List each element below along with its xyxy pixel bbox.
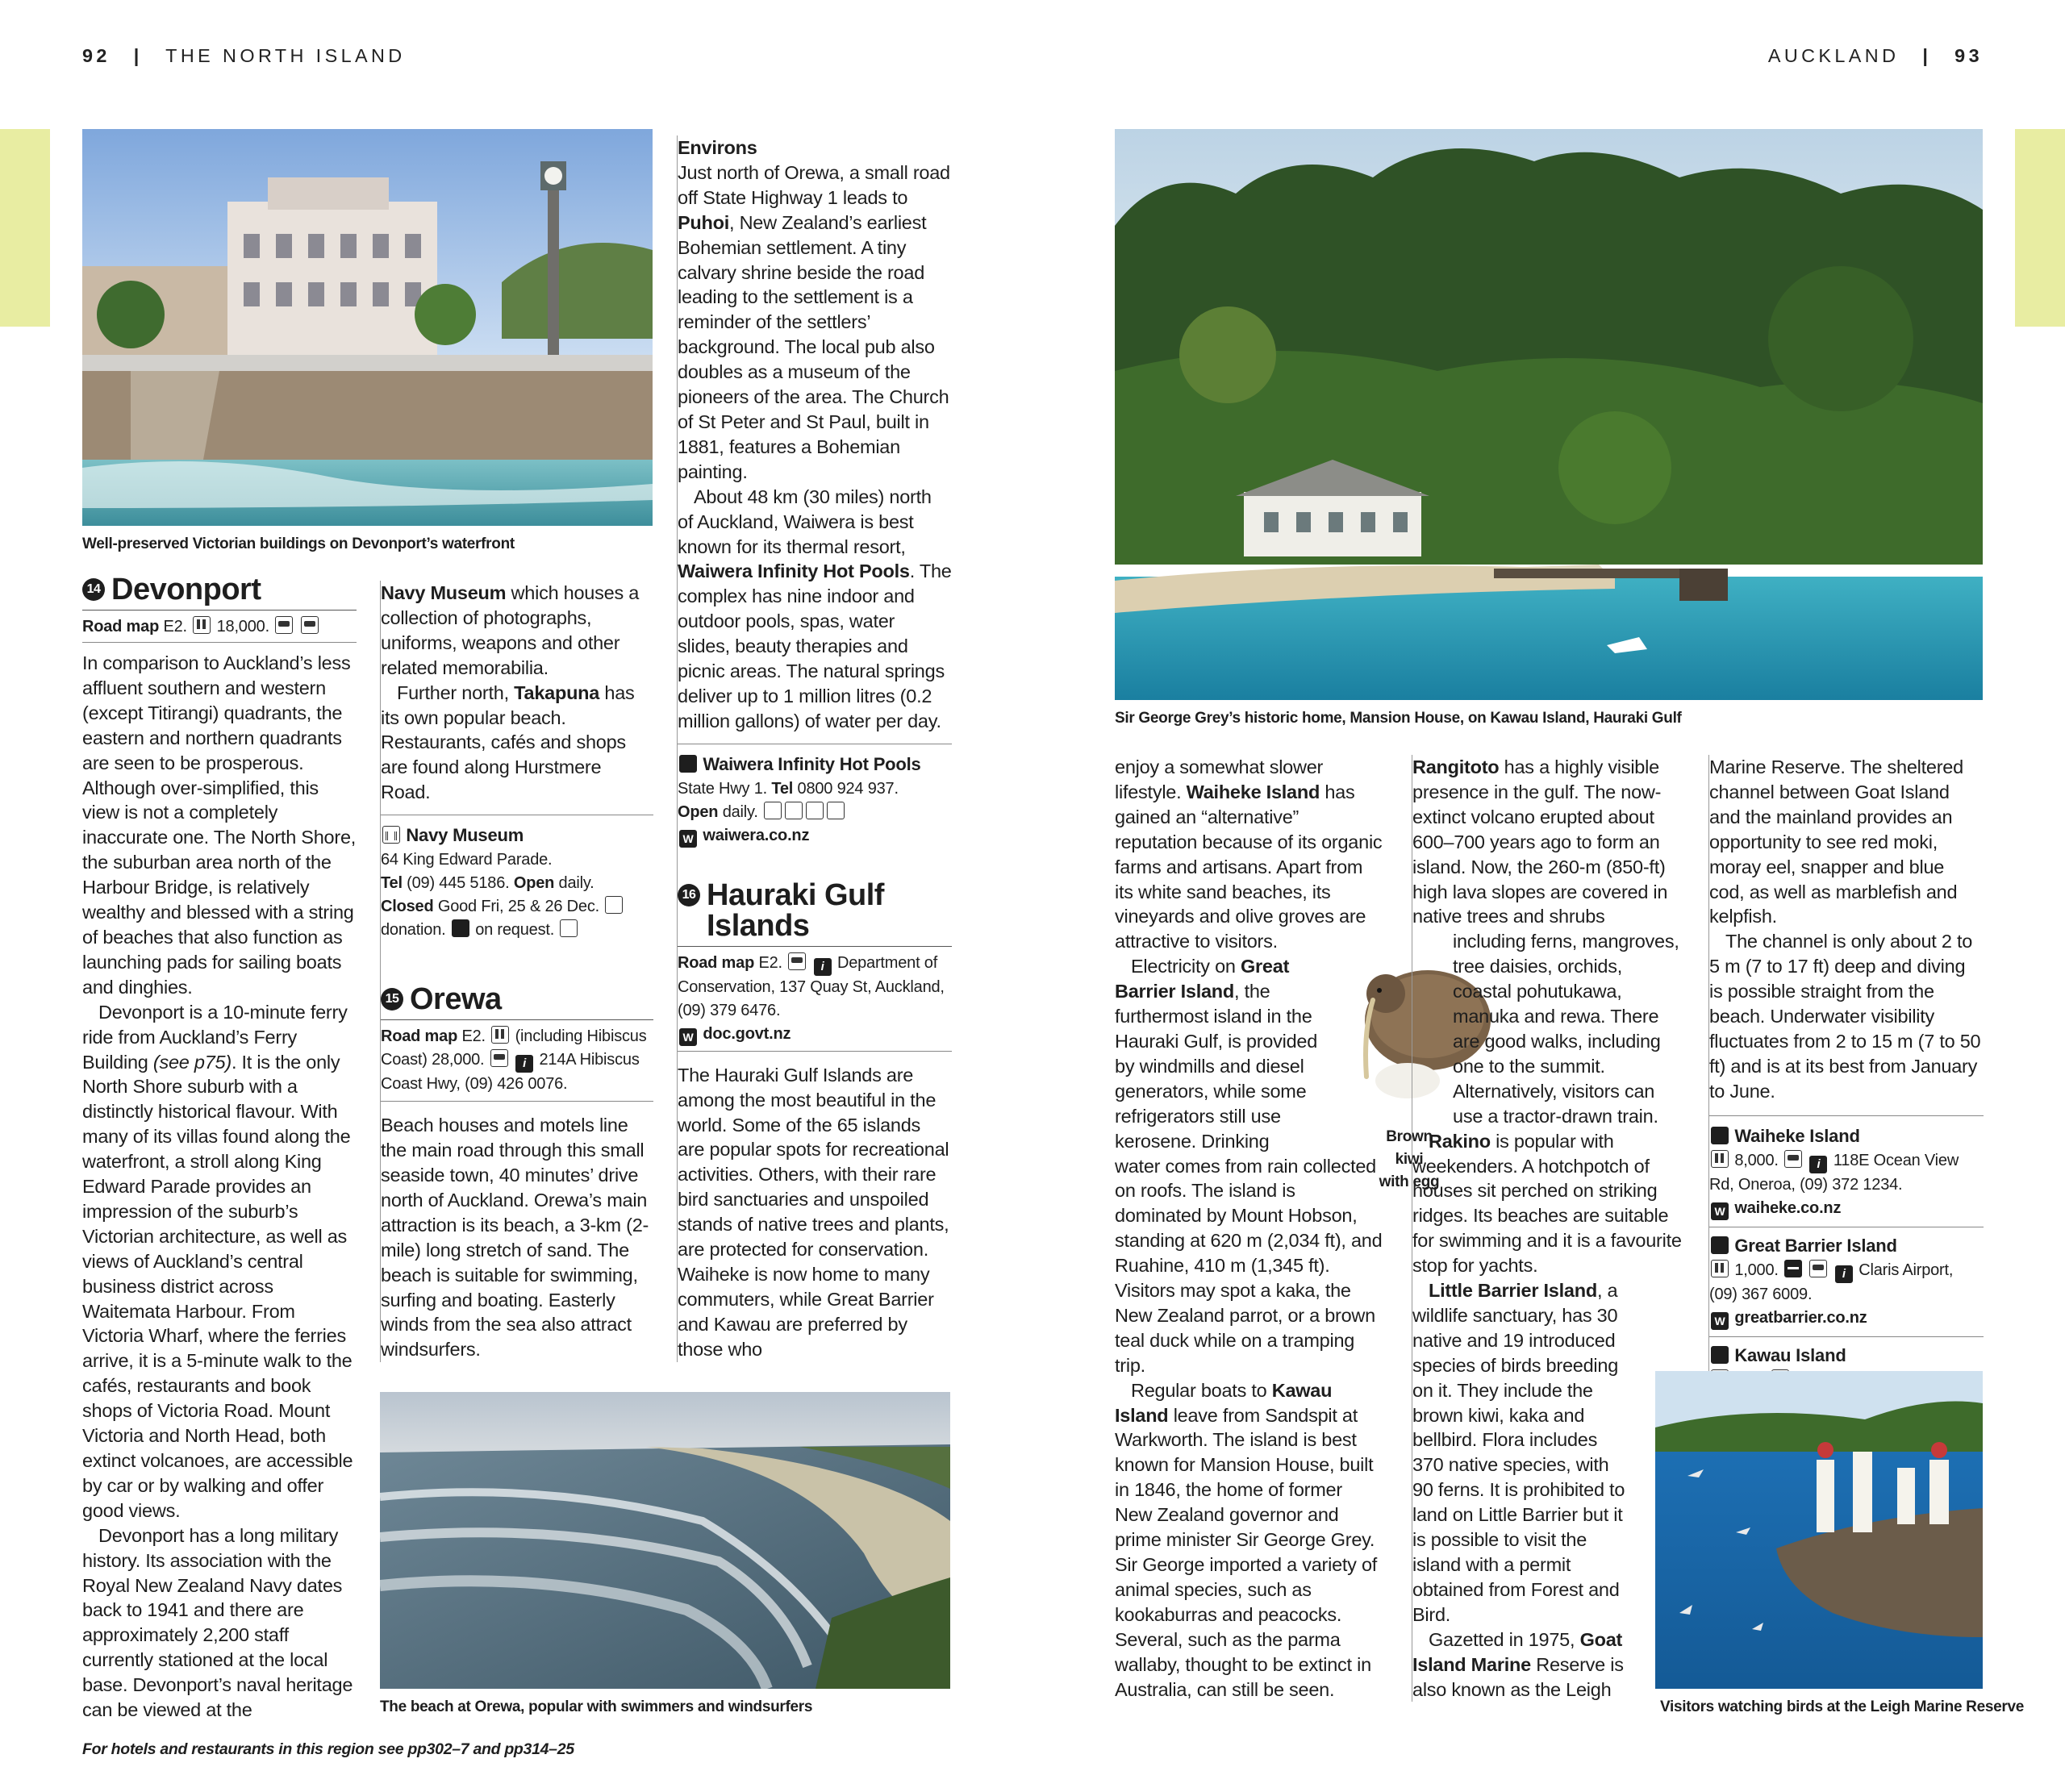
shop-icon: [785, 802, 803, 819]
section-title-left: THE NORTH ISLAND: [165, 45, 406, 66]
population-icon: [491, 1026, 509, 1044]
info-icon: i: [515, 1055, 533, 1073]
devonport-photo-caption: Well-preserved Victorian buildings on Devonport’s waterfront: [82, 536, 515, 552]
island-icon: [1711, 1346, 1729, 1364]
great-barrier-para-continued: water comes from rain collected on roofs. The island is dominated by Mount Hobson, standing at 620 m (2,034 ft), and Ruahine, 410 m (1,345 ft). Visitors may spot a kaka, the New Zealand parrot, or a brown teal duck while on a tramping trip.: [1115, 1155, 1383, 1376]
hauraki-title-line-2: Islands: [707, 908, 810, 943]
devonport-column-1: [82, 574, 357, 1723]
section-title-right: AUCKLAND: [1767, 45, 1900, 66]
heading-rule: [678, 946, 952, 947]
devonport-para-1: In comparison to Auckland’s less affluent southern and western (except Titirangi) quadrants, the eastern and northern quadrants are seen to be prosperous. Although over-simplified, this view is not a completely inaccurate one. The North Shore, the suburban area north of the Harbour Bridge, is relatively wealthy and blessed with a string of beaches that also function as launching pads for sailing boats and dinghies.: [82, 652, 357, 998]
hauraki-para: The Hauraki Gulf Islands are among the most beautiful in the world. Some of the 65 islands are popular spots for recreational activities. Others, with their rare bird sanctuaries and unspoiled stands of native trees and plants, are protected for conservation. Waiheke is now home to many commuters, while Great Barrier and Kawau are preferred by those who: [678, 1064, 949, 1360]
waiheke-website[interactable]: waiheke.co.nz: [1734, 1198, 1842, 1217]
listing-rule: [1709, 1336, 1984, 1337]
navy-museum-listing: Navy Museum 64 King Edward Parade. Tel (09) 445 5186. Open daily. Closed Good Fri, 25 & 26 Dec. donation. on request.: [381, 823, 653, 942]
access-icon: [605, 896, 623, 914]
hauraki-number-badge: 16: [678, 884, 700, 906]
waiheke-listing: Waiheke Island 8,000. i 118E Ocean View Rd, Oneroa, (09) 372 1234. W waiheke.co.nz: [1709, 1124, 1984, 1220]
orewa-road-map: Road map E2. (including Hibiscus Coast) 28,000. i 214A Hibiscus Coast Hwy, (09) 426 0076.: [381, 1027, 647, 1094]
mansion-house-photo: [1115, 129, 1983, 700]
mansion-house-photo-caption: Sir George Grey’s historic home, Mansion House, on Kawau Island, Hauraki Gulf: [1115, 710, 1682, 727]
leigh-reserve-photo: [1655, 1371, 1983, 1689]
kawau-listing: Kawau Island: [1709, 1344, 1984, 1392]
devonport-para-3: Devonport has a long military history. Its association with the Royal New Zealand Navy dates back to 1941 and there are approximately 2,200 staff currently stationed at the local base. Devonport’s naval heritage can be viewed at the: [82, 1524, 353, 1721]
devonport-col2-para-2: Further north, Takapuna has its own popular beach. Restaurants, cafés and shops are found along Hurstmere Road.: [381, 681, 635, 803]
ferry-icon: [788, 952, 806, 970]
hauraki-heading: [678, 877, 952, 943]
leigh-reserve-photo-caption: Visitors watching birds at the Leigh Marine Reserve: [1660, 1698, 2025, 1715]
rangitoto-para-continued: including ferns, mangroves, tree daisies, orchids, coastal pohutukawa, manuka and rewa. There are good walks, including one to the summit. Alternatively, visitors can use a tractor-drawn train.: [1453, 931, 1679, 1127]
ferry-icon: [1784, 1150, 1802, 1168]
orewa-photo-caption: The beach at Orewa, popular with swimmers and windsurfers: [380, 1698, 813, 1715]
kawau-para: Regular boats to Kawau Island leave from Sandspit at Warkworth. The island is best known for Mansion House, built in 1846, the home of former New Zealand governor and prime minister Sir George Grey. Sir George imported a variety of animal species, such as kookaburras and peacocks. Several, such as the parma wallaby, thought to be extinct in Australia, can still be seen.: [1115, 1379, 1378, 1700]
waiwera-listing: Waiwera Infinity Hot Pools State Hwy 1. Tel 0800 924 937. Open daily. W waiwera.co.nz: [678, 752, 952, 848]
orewa-title: Orewa: [410, 982, 502, 1017]
website-icon: W: [679, 830, 697, 848]
devonport-number-badge: 14: [82, 578, 105, 601]
info-rule: [381, 1101, 653, 1102]
cafe-icon: [806, 802, 824, 819]
little-barrier-para: Little Barrier Island, a wildlife sanctuary, has 30 native and 19 introduced species of birds breeding on it. They include the brown kiwi, kaka and bellbird. Flora includes 370 native species, with 90 ferns. It is prohibited to land on Little Barrier but it is possible to visit the island with a permit obtained from Forest and Bird.: [1412, 1280, 1625, 1625]
page-number-right: 93: [1954, 45, 1983, 66]
goat-island-para: Gazetted in 1975, Goat Island Marine Reserve is also known as the Leigh: [1412, 1628, 1624, 1700]
info-icon: i: [1835, 1265, 1853, 1283]
environs-heading: Environs: [678, 137, 757, 158]
page-footer: For hotels and restaurants in this region see pp302–7 and pp314–25: [82, 1740, 574, 1758]
info-rule: [82, 642, 357, 643]
orewa-heading: [381, 984, 653, 1015]
left-column-3: [677, 135, 952, 1362]
doc-website[interactable]: doc.govt.nz: [703, 1024, 791, 1043]
population-icon: [1711, 1150, 1729, 1168]
thumb-tab-left: [0, 129, 50, 327]
orewa-para: Beach houses and motels line the main road through this small seaside town, 40 minutes’ drive north of Auckland. Orewa’s main attraction is its beach, a 3-km (2-mile) long stretch of sand. The beach is suitable for swimming, surfing and boating. Easterly winds from the sea also attract windsurfers.: [381, 1115, 649, 1361]
environs-para-2: About 48 km (30 miles) north of Auckland, Waiwera is best known for its thermal resort, Waiwera Infinity Hot Pools. The complex has nine indoor and outdoor pools, spas, water slides, beauty therapies and picnic areas. The natural springs deliver up to 1 million litres (0.2 million gallons) of water per day.: [678, 486, 952, 731]
access-icon: [764, 802, 782, 819]
right-column-1: [1115, 755, 1383, 1702]
info-icon: i: [814, 958, 832, 976]
rangitoto-para: Rangitoto has a highly visible presence in the gulf. The now-extinct volcano erupted about 600–700 years ago to form an island. Now, the 260-m (850-ft) high lava slopes are covered in native trees and shrubs: [1412, 756, 1668, 927]
devonport-photo: [82, 129, 653, 526]
website-icon: W: [1711, 1202, 1729, 1220]
info-icon: i: [1809, 1156, 1827, 1173]
parking-icon: [827, 802, 845, 819]
channel-para: The channel is only about 2 to 5 m (7 to 17 ft) deep and diving is possible straight from the beach. Underwater visibility fluctuates from 2 to 15 m (7 to 50 ft) and is at its best from January to June.: [1709, 931, 1981, 1102]
left-column-2: [380, 581, 653, 1362]
island-icon: [1711, 1236, 1729, 1254]
thumb-tab-right: [2015, 129, 2065, 327]
bus-icon: [301, 616, 319, 634]
running-head-left: 92 | THE NORTH ISLAND: [82, 45, 406, 66]
devonport-col2-para-1: Navy Museum which houses a collection of photographs, uniforms, weapons and other related memorabilia.: [381, 582, 640, 678]
pool-icon: [679, 755, 697, 773]
environs-para-1: Just north of Orewa, a small road off State Highway 1 leads to Puhoi, New Zealand’s earliest Bohemian settlement. A tiny calvary shrine beside the road leading to the settlement is a reminder of the settlers’ background. The local pub also doubles as a museum of the pioneers of the area. The Church of St Peter and St Paul, built in 1881, features a Bohemian painting.: [678, 161, 950, 482]
devonport-para-2: Devonport is a 10-minute ferry ride from Auckland’s Ferry Building (see p75). It is the only North Shore suburb with a distinctly historical flavour. With many of its villas found along the waterfront, a stroll along King Edward Parade provides an impression of the suburb’s Victorian architecture, as well as views of Auckland’s central business district across Waitemata Harbour. From Victoria Wharf, where the ferries arrive, it is a 5-minute walk to the cafés, restaurants and book shops of Victoria Road. Mount Victoria and North Head, both extinct volcanoes, are accessible by car or by walking and offer good views.: [82, 1001, 353, 1521]
website-icon: W: [679, 1028, 697, 1046]
island-icon: [1711, 1127, 1729, 1144]
orewa-photo: [380, 1392, 950, 1689]
bus-icon: [490, 1049, 508, 1067]
hauraki-title-line-1: Hauraki Gulf: [707, 877, 884, 912]
orewa-number-badge: 15: [381, 988, 403, 1011]
marine-reserve-para: Marine Reserve. The sheltered channel between Goat Island and the mainland provides an opportunity to see red moki, moray eel, snapper and blue cod, as well as marblefish and kelpfish.: [1709, 756, 1963, 927]
page-number-left: 92: [82, 45, 111, 66]
info-rule: [678, 1051, 952, 1052]
kiwi-caption: Brown kiwi with egg: [1379, 1128, 1440, 1190]
running-head-right: AUCKLAND | 93: [1767, 45, 1983, 66]
waiwera-website[interactable]: waiwera.co.nz: [703, 826, 810, 844]
airport-icon: [1784, 1260, 1802, 1277]
website-icon: W: [1711, 1312, 1729, 1330]
museum-icon: [382, 826, 400, 844]
shop-icon: [560, 919, 578, 937]
guided-tour-icon: [452, 919, 469, 937]
right-column-2: [1412, 755, 1685, 1702]
devonport-road-map: Road map E2. 18,000.: [82, 615, 357, 639]
hauraki-road-map: Road map E2. i Department of Conservation, 137 Quay St, Auckland, (09) 379 6476. W doc.govt.nz: [678, 952, 952, 1046]
great-barrier-para: Electricity on Great Barrier Island, the furthermost island in the Hauraki Gulf, is provided by windmills and diesel generators, while some refrigerators still use kerosene. Drinking: [1115, 956, 1318, 1152]
ferry-icon: [1809, 1260, 1827, 1277]
ferry-icon: [275, 616, 293, 634]
devonport-heading: [82, 574, 357, 605]
devonport-title: Devonport: [111, 573, 261, 606]
heading-rule: [82, 610, 357, 611]
waiheke-para: enjoy a somewhat slower lifestyle. Waiheke Island has gained an “alternative” reputation because of its organic farms and artisans. Apart from its white sand beaches, its vineyards and olive groves are attractive to visitors.: [1115, 756, 1383, 952]
great-barrier-listing: Great Barrier Island 1,000. i Claris Airport, (09) 367 6009. W greatbarrier.co.nz: [1709, 1234, 1984, 1330]
population-icon: [1711, 1260, 1729, 1277]
right-column-3: [1708, 755, 1984, 1392]
rakino-para: Rakino is popular with weekenders. A hotchpotch of houses sit perched on striking ridges. Its beaches are suitable for swimming and it is a favourite stop for yachts.: [1412, 1130, 1682, 1277]
listing-rule: [1709, 1115, 1984, 1116]
heading-rule: [381, 1019, 653, 1020]
great-barrier-website[interactable]: greatbarrier.co.nz: [1734, 1308, 1867, 1327]
population-icon: [193, 616, 211, 634]
